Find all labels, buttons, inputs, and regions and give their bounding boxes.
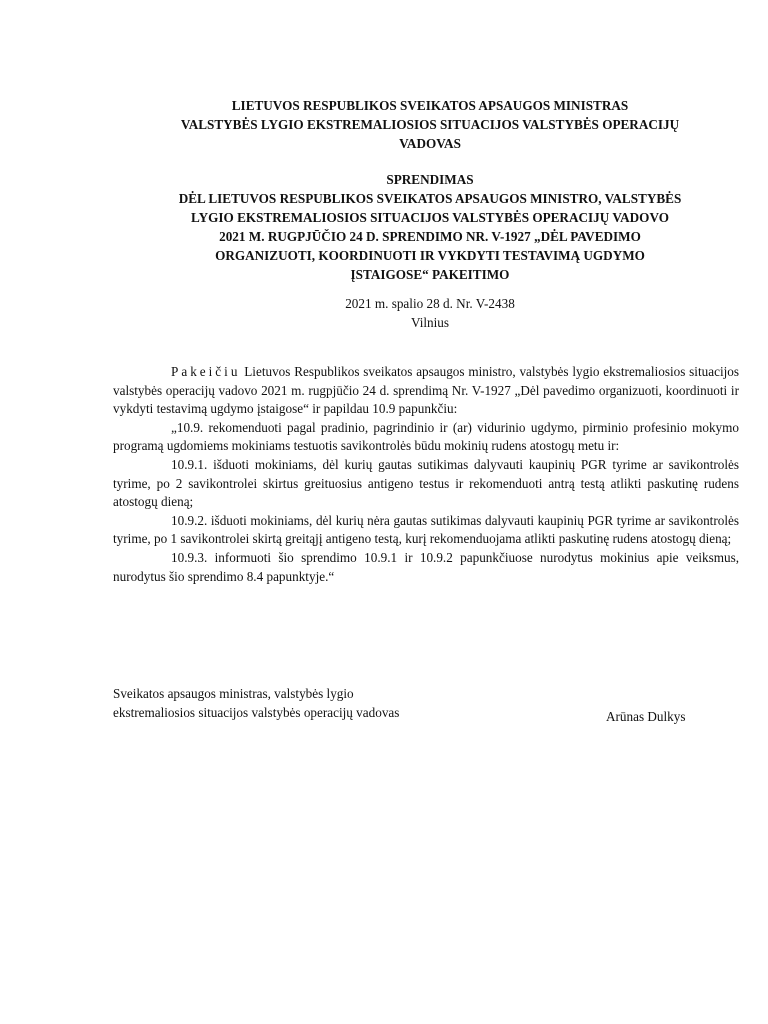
clause-10-9-2: 10.9.2. išduoti mokiniams, dėl kurių nėra gautas sutikimas dalyvauti kaupinių PGR tyrime ar savikontrolės tyrime, po 1 savikontrolei skirtą greitąjį antigeno testą, kurį rekomenduojama atlikti paskutinę rudens atostogų dieną;: [113, 512, 739, 547]
signatory-position: [113, 684, 399, 722]
decision-title-line: ĮSTAIGOSE“ PAKEITIMO: [350, 267, 510, 282]
issuer-heading: [110, 96, 750, 153]
intro-paragraph: [113, 363, 739, 419]
intro-text: Lietuvos Respublikos sveikatos apsaugos ministro, valstybės lygio ekstremaliosios situacijos valstybės operacijų vadovo 2021 m. rugpjūčio 24 d. sprendimą Nr. V-1927 „Dėl pavedimo organizuoti, koordinuoti ir vykdyti testavimą ugdymo įstaigose“ ir papildau 10.9 papunkčiu:: [113, 364, 739, 417]
first-word: Pakeičiu: [171, 364, 241, 379]
decision-title-line: 2021 M. RUGPJŪČIO 24 D. SPRENDIMO NR. V-1927 „DĖL PAVEDIMO: [219, 229, 641, 244]
date-number: 2021 m. spalio 28 d. Nr. V-2438: [345, 296, 515, 311]
decision-title-line: ORGANIZUOTI, KOORDINUOTI IR VYKDYTI TESTAVIMĄ UGDYMO: [215, 248, 645, 263]
decision-title-line: LYGIO EKSTREMALIOSIOS SITUACIJOS VALSTYBĖS OPERACIJŲ VADOVO: [191, 210, 669, 225]
issuer-line: LIETUVOS RESPUBLIKOS SVEIKATOS APSAUGOS MINISTRAS: [231, 98, 629, 113]
issuer-line: VADOVAS: [399, 136, 461, 151]
issuer-line: VALSTYBĖS LYGIO EKSTREMALIOSIOS SITUACIJOS VALSTYBĖS OPERACIJŲ: [180, 117, 680, 132]
position-line: Sveikatos apsaugos ministras, valstybės lygio: [113, 686, 354, 701]
position-line: ekstremaliosios situacijos valstybės operacijų vadovas: [113, 705, 400, 720]
signatory-name: Arūnas Dulkys: [606, 709, 686, 724]
clause-10-9: „10.9. rekomenduoti pagal pradinio, pagrindinio ir (ar) vidurinio ugdymo, pirminio profesinio mokymo programą ugdomiems mokiniams testuotis savikontrolės būdu mokinių rudens atostogų metu ir:: [113, 419, 739, 454]
clause-10-9-1: 10.9.1. išduoti mokiniams, dėl kurių gautas sutikimas dalyvauti kaupinių PGR tyrime ar savikontrolės tyrime, po 2 savikontrolei skirtus greituosius antigeno testus ir rekomenduoti antrą testą atlikti paskutinę rudens atostogų dieną;: [113, 456, 739, 510]
decision-title: [110, 170, 750, 284]
decision-title-line: SPRENDIMAS: [386, 172, 474, 187]
decision-body: [113, 363, 739, 586]
place-name: Vilnius: [410, 315, 450, 330]
clause-10-9-3: 10.9.3. informuoti šio sprendimo 10.9.1 ir 10.9.2 papunkčiuose nurodytus mokinius apie veiksmus, nurodytus šio sprendimo 8.4 papunktyje.“: [113, 549, 739, 584]
decision-title-line: DĖL LIETUVOS RESPUBLIKOS SVEIKATOS APSAUGOS MINISTRO, VALSTYBĖS: [178, 191, 682, 206]
date-place-block: [110, 294, 750, 332]
